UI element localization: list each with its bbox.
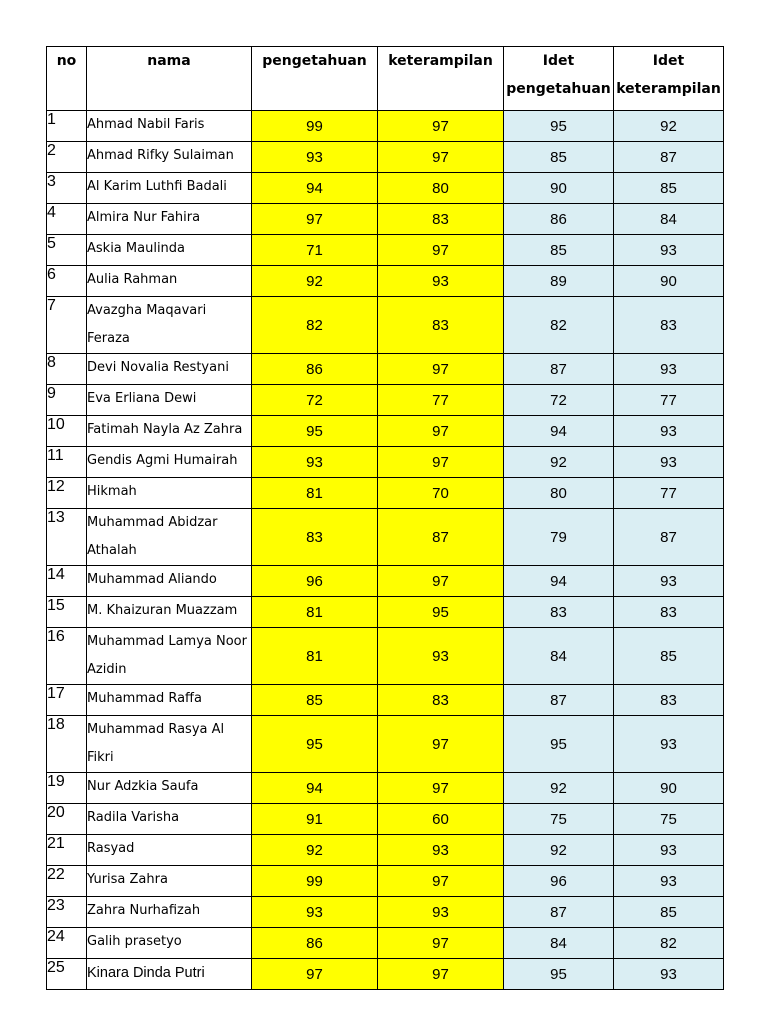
keterampilan-score: 80 <box>378 173 504 204</box>
student-name: Almira Nur Fahira <box>87 204 252 235</box>
row-number: 13 <box>47 509 87 566</box>
keterampilan-score: 97 <box>378 354 504 385</box>
pengetahuan-score: 95 <box>252 416 378 447</box>
idet-pengetahuan-score: 92 <box>504 447 614 478</box>
keterampilan-score: 97 <box>378 773 504 804</box>
row-number: 14 <box>47 566 87 597</box>
keterampilan-score: 97 <box>378 142 504 173</box>
pengetahuan-score: 99 <box>252 866 378 897</box>
pengetahuan-score: 93 <box>252 142 378 173</box>
pengetahuan-score: 92 <box>252 266 378 297</box>
idet-pengetahuan-score: 92 <box>504 773 614 804</box>
idet-keterampilan-score: 84 <box>614 204 724 235</box>
table-row <box>47 804 724 835</box>
student-name: Radila Varisha <box>87 804 252 835</box>
table-row <box>47 385 724 416</box>
pengetahuan-score: 92 <box>252 835 378 866</box>
row-number: 10 <box>47 416 87 447</box>
table-row <box>47 959 724 990</box>
keterampilan-score: 97 <box>378 959 504 990</box>
keterampilan-score: 93 <box>378 266 504 297</box>
keterampilan-score: 97 <box>378 111 504 142</box>
idet-keterampilan-score: 93 <box>614 566 724 597</box>
keterampilan-score: 97 <box>378 866 504 897</box>
header-idet-keterampilan-line2: keterampilan <box>616 81 721 97</box>
pengetahuan-score: 72 <box>252 385 378 416</box>
header-idet-pengetahuan-line2: pengetahuan <box>506 81 611 97</box>
row-number: 16 <box>47 628 87 685</box>
pengetahuan-score: 93 <box>252 447 378 478</box>
idet-keterampilan-score: 85 <box>614 173 724 204</box>
keterampilan-score: 93 <box>378 835 504 866</box>
keterampilan-score: 97 <box>378 566 504 597</box>
idet-pengetahuan-score: 95 <box>504 716 614 773</box>
student-name: Eva Erliana Dewi <box>87 385 252 416</box>
row-number: 20 <box>47 804 87 835</box>
idet-pengetahuan-score: 95 <box>504 111 614 142</box>
pengetahuan-score: 86 <box>252 354 378 385</box>
keterampilan-score: 97 <box>378 716 504 773</box>
pengetahuan-score: 81 <box>252 478 378 509</box>
keterampilan-score: 93 <box>378 628 504 685</box>
idet-pengetahuan-score: 86 <box>504 204 614 235</box>
student-name: Muhammad Aliando <box>87 566 252 597</box>
table-row <box>47 866 724 897</box>
idet-pengetahuan-score: 95 <box>504 959 614 990</box>
idet-keterampilan-score: 93 <box>614 416 724 447</box>
idet-keterampilan-score: 93 <box>614 354 724 385</box>
idet-keterampilan-score: 83 <box>614 597 724 628</box>
idet-pengetahuan-score: 94 <box>504 416 614 447</box>
header-nama-text: nama <box>147 53 191 69</box>
pengetahuan-score: 95 <box>252 716 378 773</box>
table-row <box>47 266 724 297</box>
student-name: Gendis Agmi Humairah <box>87 447 252 478</box>
student-name: M. Khaizuran Muazzam <box>87 597 252 628</box>
row-number: 23 <box>47 897 87 928</box>
row-number: 4 <box>47 204 87 235</box>
pengetahuan-score: 94 <box>252 773 378 804</box>
student-name: Muhammad Lamya Noor Azidin <box>87 628 252 685</box>
keterampilan-score: 97 <box>378 416 504 447</box>
idet-keterampilan-score: 85 <box>614 897 724 928</box>
table-row <box>47 447 724 478</box>
table-row <box>47 835 724 866</box>
idet-pengetahuan-score: 85 <box>504 235 614 266</box>
idet-keterampilan-score: 87 <box>614 142 724 173</box>
grades-table <box>46 46 724 990</box>
student-name: Rasyad <box>87 835 252 866</box>
header-no-text: no <box>56 53 77 69</box>
keterampilan-score: 95 <box>378 597 504 628</box>
student-name: Ahmad Rifky Sulaiman <box>87 142 252 173</box>
idet-pengetahuan-score: 90 <box>504 173 614 204</box>
idet-pengetahuan-score: 75 <box>504 804 614 835</box>
idet-pengetahuan-score: 92 <box>504 835 614 866</box>
keterampilan-score: 83 <box>378 204 504 235</box>
idet-keterampilan-score: 83 <box>614 297 724 354</box>
header-nama <box>87 47 252 111</box>
idet-pengetahuan-score: 85 <box>504 142 614 173</box>
student-name: Muhammad Raffa <box>87 685 252 716</box>
table-row <box>47 897 724 928</box>
idet-pengetahuan-score: 83 <box>504 597 614 628</box>
idet-pengetahuan-score: 87 <box>504 354 614 385</box>
keterampilan-score: 93 <box>378 897 504 928</box>
idet-keterampilan-score: 93 <box>614 866 724 897</box>
table-row <box>47 416 724 447</box>
idet-pengetahuan-score: 94 <box>504 566 614 597</box>
header-idet-keterampilan-line1: Idet <box>652 53 685 69</box>
student-name: Ahmad Nabil Faris <box>87 111 252 142</box>
pengetahuan-score: 81 <box>252 628 378 685</box>
table-row <box>47 173 724 204</box>
header-keterampilan <box>378 47 504 111</box>
table-row <box>47 928 724 959</box>
table-row <box>47 111 724 142</box>
student-name: Muhammad Rasya Al Fikri <box>87 716 252 773</box>
idet-pengetahuan-score: 87 <box>504 897 614 928</box>
idet-keterampilan-score: 93 <box>614 716 724 773</box>
student-name: Nur Adzkia Saufa <box>87 773 252 804</box>
idet-keterampilan-score: 90 <box>614 266 724 297</box>
pengetahuan-score: 94 <box>252 173 378 204</box>
keterampilan-score: 60 <box>378 804 504 835</box>
idet-keterampilan-score: 93 <box>614 835 724 866</box>
student-name: Avazgha Maqavari Feraza <box>87 297 252 354</box>
student-name: Fatimah Nayla Az Zahra <box>87 416 252 447</box>
row-number: 24 <box>47 928 87 959</box>
pengetahuan-score: 97 <box>252 204 378 235</box>
row-number: 2 <box>47 142 87 173</box>
row-number: 5 <box>47 235 87 266</box>
table-row <box>47 716 724 773</box>
row-number: 22 <box>47 866 87 897</box>
idet-pengetahuan-score: 79 <box>504 509 614 566</box>
idet-keterampilan-score: 77 <box>614 478 724 509</box>
pengetahuan-score: 99 <box>252 111 378 142</box>
idet-keterampilan-score: 75 <box>614 804 724 835</box>
row-number: 1 <box>47 111 87 142</box>
header-idet-pengetahuan-line1: Idet <box>542 53 575 69</box>
student-name: Askia Maulinda <box>87 235 252 266</box>
idet-pengetahuan-score: 82 <box>504 297 614 354</box>
idet-keterampilan-score: 92 <box>614 111 724 142</box>
row-number: 11 <box>47 447 87 478</box>
keterampilan-score: 77 <box>378 385 504 416</box>
row-number: 25 <box>47 959 87 990</box>
row-number: 18 <box>47 716 87 773</box>
idet-keterampilan-score: 93 <box>614 959 724 990</box>
table-row <box>47 204 724 235</box>
idet-keterampilan-score: 82 <box>614 928 724 959</box>
row-number: 19 <box>47 773 87 804</box>
table-row <box>47 597 724 628</box>
table-row <box>47 142 724 173</box>
pengetahuan-score: 91 <box>252 804 378 835</box>
student-name: Devi Novalia Restyani <box>87 354 252 385</box>
table-row <box>47 354 724 385</box>
table-row <box>47 773 724 804</box>
row-number: 17 <box>47 685 87 716</box>
row-number: 3 <box>47 173 87 204</box>
table-row <box>47 235 724 266</box>
row-number: 12 <box>47 478 87 509</box>
pengetahuan-score: 93 <box>252 897 378 928</box>
header-idet-pengetahuan <box>504 47 614 111</box>
idet-pengetahuan-score: 84 <box>504 928 614 959</box>
table-row <box>47 628 724 685</box>
idet-keterampilan-score: 90 <box>614 773 724 804</box>
idet-pengetahuan-score: 80 <box>504 478 614 509</box>
pengetahuan-score: 82 <box>252 297 378 354</box>
header-pengetahuan <box>252 47 378 111</box>
pengetahuan-score: 71 <box>252 235 378 266</box>
keterampilan-score: 83 <box>378 685 504 716</box>
keterampilan-score: 97 <box>378 447 504 478</box>
idet-pengetahuan-score: 87 <box>504 685 614 716</box>
pengetahuan-score: 86 <box>252 928 378 959</box>
student-name: Aulia Rahman <box>87 266 252 297</box>
idet-pengetahuan-score: 89 <box>504 266 614 297</box>
header-idet-keterampilan <box>614 47 724 111</box>
idet-keterampilan-score: 83 <box>614 685 724 716</box>
pengetahuan-score: 83 <box>252 509 378 566</box>
pengetahuan-score: 97 <box>252 959 378 990</box>
row-number: 6 <box>47 266 87 297</box>
idet-keterampilan-score: 87 <box>614 509 724 566</box>
table-row <box>47 685 724 716</box>
student-name: Yurisa Zahra <box>87 866 252 897</box>
table-row <box>47 509 724 566</box>
keterampilan-score: 83 <box>378 297 504 354</box>
student-name: Al Karim Luthfi Badali <box>87 173 252 204</box>
table-body <box>47 111 724 990</box>
header-row <box>47 47 724 111</box>
idet-keterampilan-score: 93 <box>614 235 724 266</box>
table-row <box>47 478 724 509</box>
row-number: 8 <box>47 354 87 385</box>
row-number: 21 <box>47 835 87 866</box>
idet-keterampilan-score: 85 <box>614 628 724 685</box>
student-name: Galih prasetyo <box>87 928 252 959</box>
row-number: 7 <box>47 297 87 354</box>
pengetahuan-score: 96 <box>252 566 378 597</box>
table-row <box>47 297 724 354</box>
idet-pengetahuan-score: 84 <box>504 628 614 685</box>
idet-pengetahuan-score: 96 <box>504 866 614 897</box>
pengetahuan-score: 81 <box>252 597 378 628</box>
table-row <box>47 566 724 597</box>
pengetahuan-score: 85 <box>252 685 378 716</box>
header-keterampilan-text: keterampilan <box>388 53 493 69</box>
keterampilan-score: 97 <box>378 235 504 266</box>
keterampilan-score: 87 <box>378 509 504 566</box>
student-name: Kinara Dinda Putri <box>87 959 252 990</box>
idet-keterampilan-score: 93 <box>614 447 724 478</box>
header-pengetahuan-text: pengetahuan <box>262 53 367 69</box>
row-number: 9 <box>47 385 87 416</box>
student-name: Hikmah <box>87 478 252 509</box>
idet-pengetahuan-score: 72 <box>504 385 614 416</box>
student-name: Muhammad Abidzar Athalah <box>87 509 252 566</box>
idet-keterampilan-score: 77 <box>614 385 724 416</box>
keterampilan-score: 97 <box>378 928 504 959</box>
keterampilan-score: 70 <box>378 478 504 509</box>
student-name: Zahra Nurhafizah <box>87 897 252 928</box>
header-no <box>47 47 87 111</box>
row-number: 15 <box>47 597 87 628</box>
